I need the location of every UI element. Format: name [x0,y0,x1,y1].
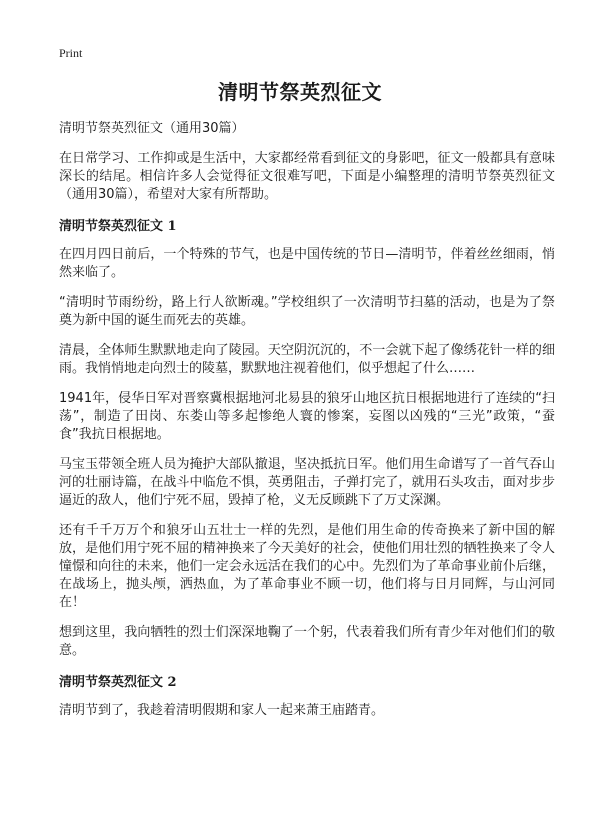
section-heading: 清明节祭英烈征文 1 [59,219,177,234]
paragraph: 1941年，侵华日军对晋察冀根据地河北易县的狼牙山地区抗日根据地进行了连续的“扫荡”，制造了田岗、东娄山等多起惨绝人寰的惨案，妄图以凶残的“三光”政策，“蚕食”我抗日根据地。 [59,391,555,442]
paragraph: 想到这里，我向牺牲的烈士们深深地鞠了一个躬，代表着我们所有青少年对他们们的敬意。 [59,625,555,658]
paragraph: “清明时节雨纷纷，路上行人欲断魂。”学校组织了一次清明节扫墓的活动，也是为了祭奠为新中国的诞生而死去的英雄。 [59,295,555,328]
print-link[interactable]: Print [59,46,83,60]
paragraph: 在四月四日前后，一个特殊的节气，也是中国传统的节日—清明节，伴着丝丝细雨，悄然来临了。 [59,247,555,280]
paragraph: 清晨，全体师生默默地走向了陵园。天空阴沉沉的，不一会就下起了像绣花针一样的细雨。我悄悄地走向烈士的陵墓，默默地注视着他们，似乎想起了什么…… [59,343,555,376]
paragraph: 马宝玉带领全班人员为掩护大部队撤退，坚决抵抗日军。他们用生命谱写了一首气吞山河的壮丽诗篇，在战斗中临危不惧，英勇阻击，子弹打完了，就用石头攻击，面对步步逼近的敌人，他们宁死不屈，毁掉了枪，义无反顾跳下了万丈深渊。 [59,457,555,508]
page-title: 清明节祭英烈征文 [218,80,382,104]
article-subtitle: 清明节祭英烈征文（通用30篇） [59,121,245,136]
article-body [59,120,555,732]
intro-paragraph: 在日常学习、工作抑或是生活中，大家都经常看到征文的身影吧，征文一般都具有意味深长的结尾。相信许多人会觉得征文很难写吧，下面是小编整理的清明节祭英烈征文（通用30篇），希望对大家有所帮助。 [59,151,555,202]
paragraph: 还有千千万万个和狼牙山五壮士一样的先烈，是他们用生命的传奇换来了新中国的解放，是他们用宁死不屈的精神换来了今天美好的社会，使他们用壮烈的牺牲换来了令人憧憬和向往的未来，他们一定会永远活在我们的心中。先烈们为了革命事业前仆后继，在战场上，抛头颅，洒热血，为了革命事业不顾一切，他们将与日月同辉，与山河同在！ [59,523,555,610]
section-heading: 清明节祭英烈征文 2 [59,675,177,690]
paragraph: 清明节到了，我趁着清明假期和家人一起来萧王庙踏青。 [59,703,385,718]
